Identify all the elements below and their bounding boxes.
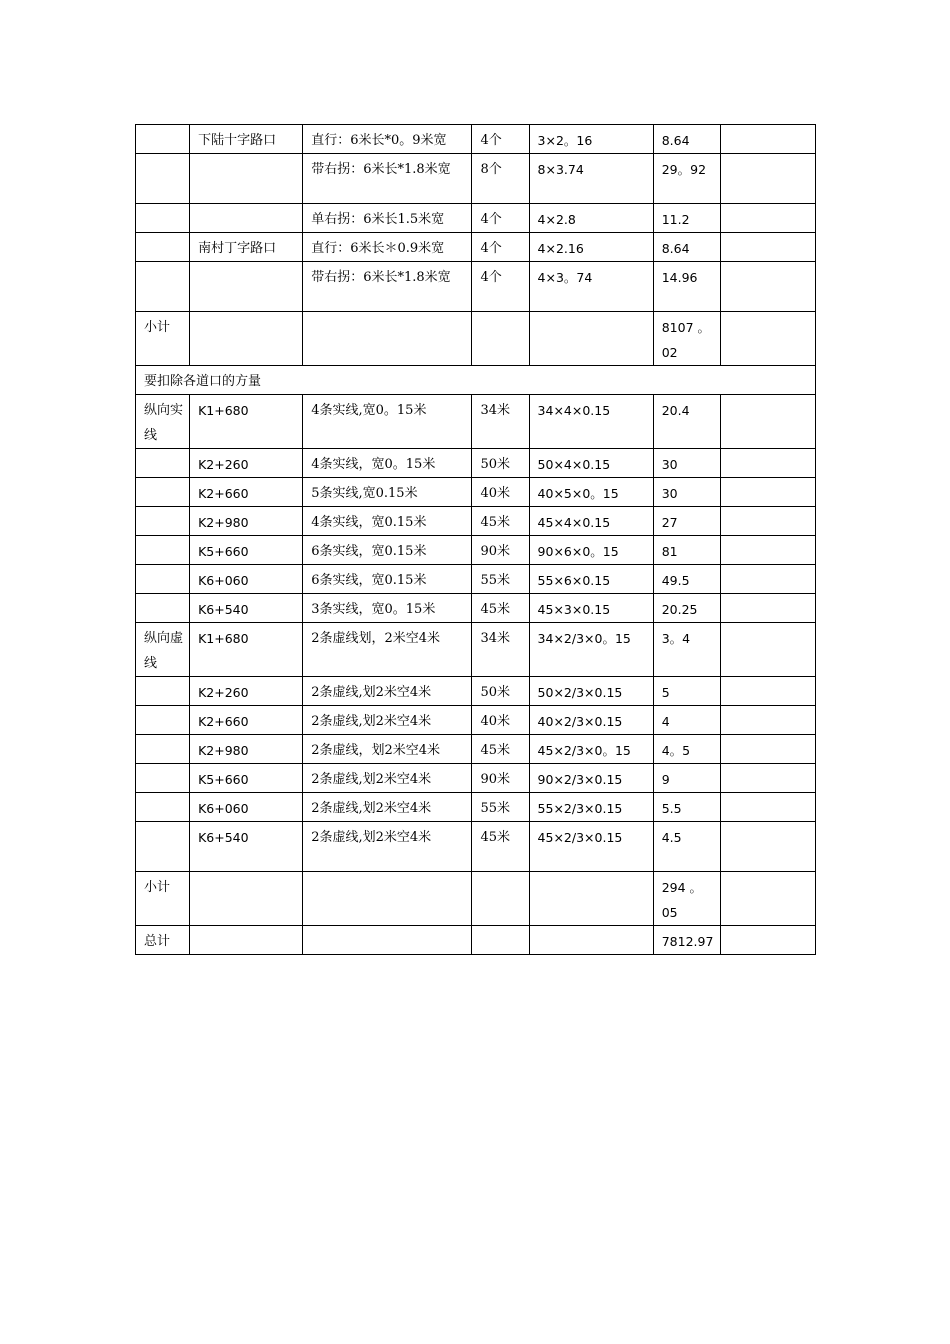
remark-cell [720,872,815,926]
table-row [136,204,816,233]
location-cell: K1+680 [190,623,303,677]
description-cell: 2条虚线划，2米空4米 [303,623,472,677]
formula-cell: 90×6×0。15 [529,536,653,565]
amount-cell: 4 [653,706,720,735]
table-row [136,677,816,706]
location-cell [190,926,303,955]
table-row [136,872,816,926]
location-cell: K6+540 [190,822,303,872]
count-cell: 45米 [472,594,529,623]
formula-cell [529,312,653,366]
description-cell [303,312,472,366]
count-cell: 40米 [472,706,529,735]
remark-cell [720,154,815,204]
table-row [136,764,816,793]
formula-cell: 50×2/3×0.15 [529,677,653,706]
formula-cell: 4×2.8 [529,204,653,233]
description-cell: 2条虚线，划2米空4米 [303,735,472,764]
category-cell [136,536,190,565]
count-cell: 4个 [472,125,529,154]
category-cell [136,233,190,262]
category-cell: 纵向虚线 [136,623,190,677]
category-cell [136,764,190,793]
table-row [136,262,816,312]
count-cell: 50米 [472,677,529,706]
count-cell: 34米 [472,623,529,677]
formula-cell: 3×2。16 [529,125,653,154]
count-cell: 4个 [472,233,529,262]
count-cell: 50米 [472,449,529,478]
formula-cell: 90×2/3×0.15 [529,764,653,793]
location-cell: K6+060 [190,793,303,822]
description-cell [303,872,472,926]
remark-cell [720,926,815,955]
remark-cell [720,623,815,677]
description-cell: 2条虚线,划2米空4米 [303,706,472,735]
remark-cell [720,822,815,872]
category-cell [136,449,190,478]
description-cell: 4条实线，宽0。15米 [303,449,472,478]
category-cell [136,793,190,822]
location-cell [190,872,303,926]
description-cell: 带右拐：6米长*1.8米宽 [303,154,472,204]
location-cell: K5+660 [190,536,303,565]
formula-cell: 50×4×0.15 [529,449,653,478]
location-cell: K2+660 [190,478,303,507]
category-cell [136,507,190,536]
formula-cell [529,926,653,955]
remark-cell [720,507,815,536]
formula-cell: 45×2/3×0.15 [529,822,653,872]
table-row [136,536,816,565]
amount-cell: 4.5 [653,822,720,872]
formula-cell: 34×2/3×0。15 [529,623,653,677]
formula-cell: 40×2/3×0.15 [529,706,653,735]
table-row [136,233,816,262]
location-cell [190,262,303,312]
amount-cell: 20.25 [653,594,720,623]
description-cell: 3条实线，宽0。15米 [303,594,472,623]
amount-cell: 7812.97 [653,926,720,955]
category-cell [136,565,190,594]
formula-cell: 45×4×0.15 [529,507,653,536]
formula-cell: 55×2/3×0.15 [529,793,653,822]
location-cell: K6+540 [190,594,303,623]
amount-cell: 20.4 [653,395,720,449]
description-cell: 4条实线，宽0.15米 [303,507,472,536]
description-cell: 2条虚线,划2米空4米 [303,677,472,706]
location-cell [190,204,303,233]
category-cell: 纵向实线 [136,395,190,449]
table-row [136,154,816,204]
location-cell: K2+660 [190,706,303,735]
description-cell: 4条实线,宽0。15米 [303,395,472,449]
amount-cell: 3。4 [653,623,720,677]
location-cell: K2+260 [190,449,303,478]
category-cell: 小计 [136,872,190,926]
category-cell [136,706,190,735]
location-cell: 南村丁字路口 [190,233,303,262]
category-cell [136,594,190,623]
remark-cell [720,594,815,623]
amount-cell: 30 [653,478,720,507]
category-cell [136,204,190,233]
count-cell: 90米 [472,536,529,565]
amount-cell: 29。92 [653,154,720,204]
remark-cell [720,764,815,793]
table-row [136,623,816,677]
location-cell [190,154,303,204]
location-cell: K1+680 [190,395,303,449]
amount-cell: 81 [653,536,720,565]
category-cell [136,822,190,872]
amount-cell: 9 [653,764,720,793]
count-cell: 55米 [472,793,529,822]
count-cell: 90米 [472,764,529,793]
description-cell [303,926,472,955]
amount-cell: 8.64 [653,125,720,154]
quantity-table [135,124,816,955]
category-cell [136,125,190,154]
description-cell: 单右拐：6米长1.5米宽 [303,204,472,233]
remark-cell [720,233,815,262]
remark-cell [720,262,815,312]
description-cell: 6条实线，宽0.15米 [303,565,472,594]
count-cell: 45米 [472,507,529,536]
section-heading: 要扣除各道口的方量 [136,366,816,395]
table-body [136,125,816,955]
remark-cell [720,706,815,735]
count-cell: 45米 [472,735,529,764]
description-cell: 直行：6米长*0。9米宽 [303,125,472,154]
location-cell: K6+060 [190,565,303,594]
table-row [136,926,816,955]
location-cell: K2+980 [190,507,303,536]
formula-cell: 34×4×0.15 [529,395,653,449]
category-cell: 总计 [136,926,190,955]
count-cell: 8个 [472,154,529,204]
table-row [136,822,816,872]
location-cell: K2+980 [190,735,303,764]
location-cell: K2+260 [190,677,303,706]
amount-cell: 30 [653,449,720,478]
location-cell: K5+660 [190,764,303,793]
amount-cell: 5 [653,677,720,706]
remark-cell [720,536,815,565]
count-cell [472,872,529,926]
formula-cell: 45×2/3×0。15 [529,735,653,764]
description-cell: 2条虚线,划2米空4米 [303,822,472,872]
table-row [136,312,816,366]
table-row [136,125,816,154]
table-row [136,395,816,449]
count-cell: 4个 [472,262,529,312]
formula-cell: 8×3.74 [529,154,653,204]
table-row [136,594,816,623]
category-cell [136,478,190,507]
remark-cell [720,735,815,764]
description-cell: 6条实线，宽0.15米 [303,536,472,565]
amount-cell: 8107 。02 [653,312,720,366]
table-row [136,366,816,395]
category-cell [136,735,190,764]
count-cell [472,926,529,955]
amount-cell: 49.5 [653,565,720,594]
formula-cell: 4×2.16 [529,233,653,262]
count-cell [472,312,529,366]
description-cell: 5条实线,宽0.15米 [303,478,472,507]
category-cell: 小计 [136,312,190,366]
formula-cell: 4×3。74 [529,262,653,312]
category-cell [136,262,190,312]
location-cell [190,312,303,366]
count-cell: 34米 [472,395,529,449]
remark-cell [720,449,815,478]
remark-cell [720,793,815,822]
count-cell: 40米 [472,478,529,507]
remark-cell [720,565,815,594]
amount-cell: 4。5 [653,735,720,764]
remark-cell [720,312,815,366]
amount-cell: 11.2 [653,204,720,233]
table-row [136,735,816,764]
category-cell [136,154,190,204]
location-cell: 下陆十字路口 [190,125,303,154]
table-row [136,565,816,594]
table-row [136,507,816,536]
count-cell: 4个 [472,204,529,233]
table-row [136,706,816,735]
remark-cell [720,125,815,154]
description-cell: 带右拐：6米长*1.8米宽 [303,262,472,312]
formula-cell [529,872,653,926]
category-cell [136,677,190,706]
amount-cell: 8.64 [653,233,720,262]
remark-cell [720,478,815,507]
amount-cell: 14.96 [653,262,720,312]
formula-cell: 40×5×0。15 [529,478,653,507]
formula-cell: 45×3×0.15 [529,594,653,623]
amount-cell: 27 [653,507,720,536]
description-cell: 直行：6米长＊0.9米宽 [303,233,472,262]
remark-cell [720,677,815,706]
count-cell: 45米 [472,822,529,872]
description-cell: 2条虚线,划2米空4米 [303,793,472,822]
table-row [136,449,816,478]
count-cell: 55米 [472,565,529,594]
description-cell: 2条虚线,划2米空4米 [303,764,472,793]
formula-cell: 55×6×0.15 [529,565,653,594]
remark-cell [720,395,815,449]
remark-cell [720,204,815,233]
amount-cell: 5.5 [653,793,720,822]
table-row [136,478,816,507]
amount-cell: 294 。 05 [653,872,720,926]
table-row [136,793,816,822]
